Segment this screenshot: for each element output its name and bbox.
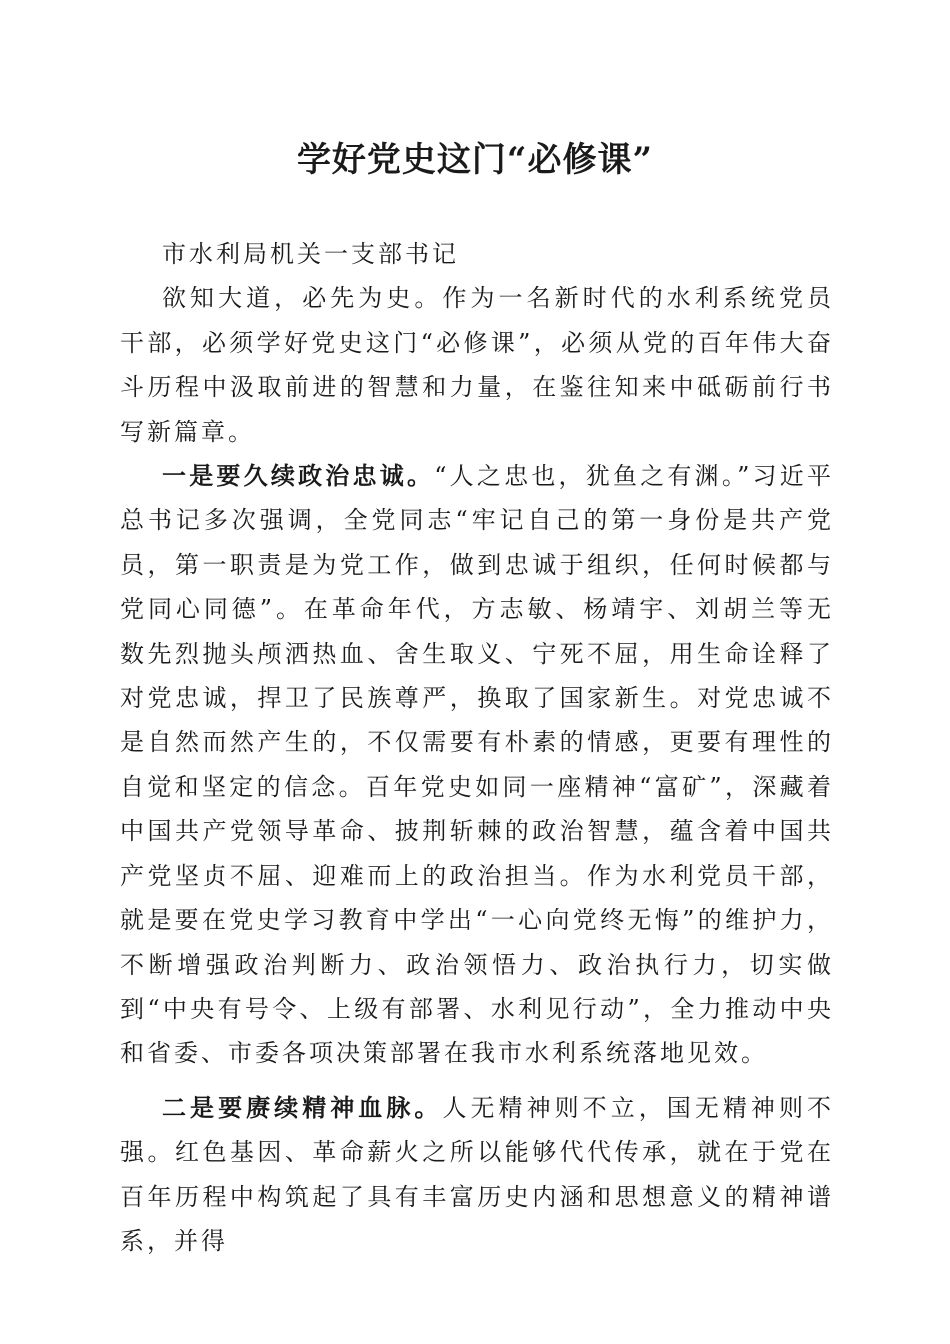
document-title: 学好党史这门“必修课” <box>296 140 654 180</box>
section-2-heading: 二是要赓续精神血脉。 <box>162 1092 443 1122</box>
section-1-heading: 一是要久续政治忠诚。 <box>162 461 435 491</box>
intro-text: 欲知大道，必先为史。作为一名新时代的水利系统党员干部，必须学好党史这门“必修课”，必须从党的百年伟大奋斗历程中汲取前进的智慧和力量，在鉴往知来中砥砺前行书写新篇章。 <box>120 284 834 446</box>
author-line: 市水利局机关一支部书记 <box>162 240 459 268</box>
section-1-paragraph <box>120 454 834 1076</box>
section-1-text: “人之忠也，犹鱼之有渊。”习近平总书记多次强调，全党同志“牢记自己的第一身份是共产党员，第一职责是为党工作，做到忠诚于组织，任何时候都与党同心同德”。在革命年代，方志敏、杨靖宇、刘胡兰等无数先烈抛头颅洒热血、舍生取义、宁死不屈，用生命诠释了对党忠诚，捍卫了民族尊严，换取了国家新生。对党忠诚不是自然而然产生的，不仅需要有朴素的情感，更要有理性的自觉和坚定的信念。百年党史如同一座精神“富矿”，深藏着中国共产党领导革命、披荆斩棘的政治智慧，蕴含着中国共产党坚贞不屈、迎难而上的政治担当。作为水利党员干部，就是要在党史学习教育中学出“一心向党终无悔”的维护力，不断增强政治判断力、政治领悟力、政治执行力，切实做到“中央有号令、上级有部署、水利见行动”，全力推动中央和省委、市委各项决策部署在我市水利系统落地见效。 <box>120 462 834 1068</box>
section-2-text: 人无精神则不立，国无精神则不强。红色基因、革命薪火之所以能够代代传承，就在于党在百年历程中构筑起了具有丰富历史内涵和思想意义的精神谱系，并得 <box>120 1093 835 1255</box>
section-2-paragraph <box>120 1086 834 1264</box>
document-body <box>120 232 834 1263</box>
intro-paragraph <box>120 276 834 454</box>
